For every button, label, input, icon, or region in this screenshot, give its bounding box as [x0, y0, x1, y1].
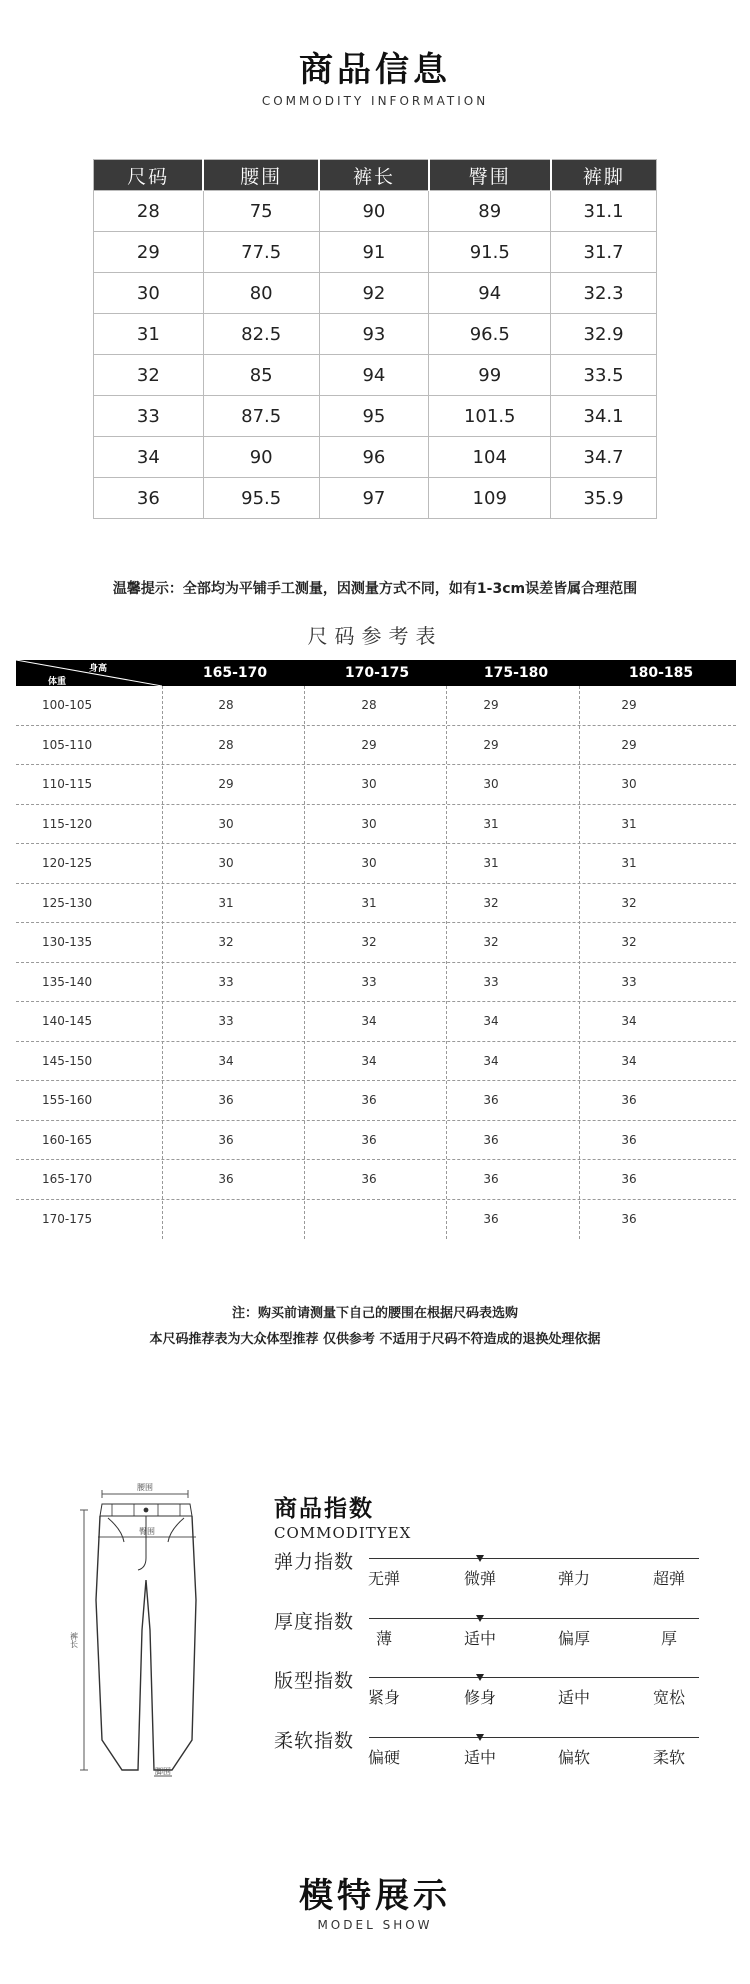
- table-row: [16, 1160, 736, 1200]
- table-cell: 36: [94, 478, 204, 519]
- recommended-size: 36: [361, 1132, 377, 1147]
- index-marker-icon: [476, 1555, 484, 1562]
- recommended-size: 33: [483, 974, 499, 989]
- recommended-size: 33: [218, 1014, 234, 1028]
- size-reference-title: 尺码参考表: [307, 624, 443, 648]
- weight-range: 145-150: [42, 1053, 93, 1068]
- column-header-height: 170-175: [344, 665, 410, 681]
- recommended-size: [197, 1200, 255, 1240]
- product-index-subtitle: COMMODITYEX: [274, 1524, 412, 1542]
- index-option: 厚: [660, 1629, 677, 1648]
- index-option: 偏软: [557, 1748, 590, 1767]
- purchase-notes: [0, 1301, 750, 1353]
- index-option: 微弹: [463, 1569, 496, 1588]
- index-scale-line: [369, 1558, 699, 1559]
- size-table-header-cell: 腰围: [203, 160, 319, 191]
- recommended-size: 30: [361, 816, 377, 831]
- index-option: 适中: [463, 1629, 496, 1648]
- table-cell: 34: [94, 437, 204, 478]
- note-line: 本尺码推荐表为大众体型推荐 仅供参考 不适用于尺码不符造成的退换处理依据: [149, 1332, 601, 1347]
- index-marker-icon: [476, 1674, 484, 1681]
- recommended-size: 34: [361, 1014, 377, 1028]
- recommended-size: 34: [361, 1053, 377, 1068]
- table-cell: 82.5: [203, 314, 319, 355]
- table-row: [16, 1121, 736, 1161]
- table-row: [16, 1200, 736, 1240]
- recommended-size: 30: [621, 777, 637, 791]
- recommended-size: 32: [483, 895, 499, 910]
- index-option: 超弹: [652, 1569, 685, 1588]
- weight-range: 100-105: [42, 698, 93, 712]
- weight-range: 135-140: [42, 974, 93, 989]
- table-cell: 95: [319, 396, 429, 437]
- recommended-size: 36: [621, 1093, 637, 1107]
- table-cell: 30: [94, 273, 204, 314]
- table-cell: 77.5: [203, 232, 319, 273]
- recommended-size: 34: [621, 1014, 637, 1028]
- index-option: 无弹: [367, 1569, 400, 1588]
- table-cell: 101.5: [429, 396, 551, 437]
- recommended-size: 28: [218, 698, 234, 712]
- recommended-size: 30: [218, 816, 234, 831]
- recommended-size: 34: [218, 1053, 234, 1068]
- table-cell: 32.3: [551, 273, 657, 314]
- table-cell: 96: [319, 437, 429, 478]
- index-scale-line: [369, 1618, 699, 1619]
- index-option: 薄: [375, 1629, 392, 1648]
- table-row: [16, 923, 736, 963]
- weight-range: 170-175: [42, 1211, 93, 1226]
- recommended-size: 29: [218, 777, 234, 791]
- diagram-label-hem: 脚围: [155, 1767, 171, 1776]
- section-subtitle-model-show: MODEL SHOW: [317, 1918, 433, 1932]
- column-header-height: 175-180: [483, 665, 549, 681]
- weight-range: 140-145: [42, 1014, 93, 1028]
- index-label: 柔软指数: [274, 1730, 355, 1752]
- recommended-size: 34: [483, 1014, 499, 1028]
- recommended-size: 32: [361, 935, 377, 949]
- index-option: 宽松: [652, 1688, 685, 1707]
- weight-range: 115-120: [42, 816, 93, 831]
- table-cell: 91.5: [429, 232, 551, 273]
- table-cell: 32.9: [551, 314, 657, 355]
- table-cell: 31.7: [551, 232, 657, 273]
- measurement-tip: 温馨提示：全部均为平铺手工测量，因测量方式不同，如有1-3cm误差皆属合理范围: [112, 581, 638, 597]
- table-cell: 87.5: [203, 396, 319, 437]
- recommended-size: 31: [483, 856, 499, 870]
- recommended-size: 28: [361, 698, 377, 712]
- section-title-model-show: 模特展示: [299, 1876, 451, 1916]
- corner-label-weight: 体重: [48, 677, 67, 687]
- pants-diagram: [68, 1480, 238, 1780]
- table-cell: 95.5: [203, 478, 319, 519]
- diagram-label-hip: 臀围: [139, 1527, 155, 1536]
- recommended-size: 36: [621, 1211, 637, 1226]
- size-table-header-cell: 裤脚: [551, 160, 657, 191]
- index-option: 柔软: [652, 1748, 685, 1767]
- recommended-size: 36: [621, 1172, 637, 1186]
- recommended-size: 32: [483, 935, 499, 949]
- note-line: 注：购买前请测量下自己的腰围在根据尺码表选购: [231, 1306, 518, 1321]
- table-cell: 32: [94, 355, 204, 396]
- index-row: [274, 1547, 704, 1587]
- size-table-header-cell: 臀围: [429, 160, 551, 191]
- index-marker-icon: [476, 1734, 484, 1741]
- index-scale-line: [369, 1677, 699, 1678]
- recommended-size: 36: [218, 1172, 234, 1186]
- table-cell: 109: [429, 478, 551, 519]
- table-cell: 93: [319, 314, 429, 355]
- index-option: 适中: [557, 1688, 590, 1707]
- table-cell: 35.9: [551, 478, 657, 519]
- table-cell: 97: [319, 478, 429, 519]
- index-option: 紧身: [367, 1688, 400, 1707]
- recommended-size: 36: [483, 1211, 499, 1226]
- table-row: [16, 686, 736, 726]
- table-cell: 90: [203, 437, 319, 478]
- recommended-size: 36: [218, 1093, 234, 1107]
- table-cell: 92: [319, 273, 429, 314]
- recommended-size: 31: [361, 895, 377, 910]
- size-table: [93, 159, 657, 519]
- size-table-header-cell: 尺码: [94, 160, 204, 191]
- table-cell: 91: [319, 232, 429, 273]
- recommended-size: 32: [621, 935, 637, 949]
- weight-range: 155-160: [42, 1093, 93, 1107]
- weight-range: 105-110: [42, 737, 93, 752]
- index-label: 厚度指数: [274, 1611, 355, 1633]
- recommended-size: 34: [621, 1053, 637, 1068]
- recommended-size: 33: [621, 974, 637, 989]
- recommended-size: 28: [218, 737, 234, 752]
- table-cell: 94: [319, 355, 429, 396]
- diagram-label-length: 裤长: [69, 1632, 79, 1648]
- reference-table-header: [16, 660, 736, 686]
- table-row: [94, 232, 657, 273]
- table-cell: 33.5: [551, 355, 657, 396]
- table-cell: 85: [203, 355, 319, 396]
- table-row: [16, 765, 736, 805]
- weight-range: 165-170: [42, 1172, 93, 1186]
- table-cell: 31: [94, 314, 204, 355]
- recommended-size: 31: [621, 816, 637, 831]
- recommended-size: 29: [483, 698, 499, 712]
- section-subtitle-commodity-info: COMMODITY INFORMATION: [261, 94, 489, 108]
- product-index-title: 商品指数: [274, 1496, 374, 1522]
- recommended-size: 29: [483, 737, 499, 752]
- table-cell: 28: [94, 191, 204, 232]
- recommended-size: 36: [483, 1093, 499, 1107]
- recommended-size: [340, 1200, 398, 1240]
- table-row: [94, 396, 657, 437]
- size-table-header-cell: 裤长: [319, 160, 429, 191]
- recommended-size: 32: [621, 895, 637, 910]
- table-cell: 94: [429, 273, 551, 314]
- recommended-size: 36: [621, 1132, 637, 1147]
- index-marker-icon: [476, 1615, 484, 1622]
- recommended-size: 29: [361, 737, 377, 752]
- recommended-size: 31: [218, 895, 234, 910]
- recommended-size: 31: [621, 856, 637, 870]
- index-label: 版型指数: [274, 1670, 355, 1692]
- recommended-size: 36: [361, 1093, 377, 1107]
- index-label: 弹力指数: [274, 1551, 355, 1573]
- index-row: [274, 1726, 704, 1766]
- table-row: [16, 1002, 736, 1042]
- recommended-size: 32: [218, 935, 234, 949]
- table-row: [94, 437, 657, 478]
- table-cell: 96.5: [429, 314, 551, 355]
- size-table-header: [94, 160, 657, 191]
- weight-range: 130-135: [42, 935, 93, 949]
- recommended-size: 36: [483, 1172, 499, 1186]
- recommended-size: 36: [483, 1132, 499, 1147]
- reference-table-body: [16, 686, 736, 1239]
- diagram-label-waist: 腰围: [137, 1483, 153, 1492]
- recommended-size: 33: [361, 974, 377, 989]
- recommended-size: 30: [361, 777, 377, 791]
- table-cell: 75: [203, 191, 319, 232]
- table-cell: 89: [429, 191, 551, 232]
- weight-range: 160-165: [42, 1132, 93, 1147]
- table-row: [16, 963, 736, 1003]
- table-cell: 90: [319, 191, 429, 232]
- table-cell: 31.1: [551, 191, 657, 232]
- table-cell: 34.7: [551, 437, 657, 478]
- index-option: 偏硬: [367, 1748, 400, 1767]
- index-option: 修身: [463, 1688, 496, 1707]
- table-row: [94, 191, 657, 232]
- column-header-height: 180-185: [628, 665, 694, 681]
- weight-range: 110-115: [42, 777, 93, 791]
- recommended-size: 30: [218, 856, 234, 870]
- index-row: [274, 1607, 704, 1647]
- table-row: [16, 884, 736, 924]
- table-cell: 29: [94, 232, 204, 273]
- table-row: [94, 314, 657, 355]
- table-cell: 104: [429, 437, 551, 478]
- corner-label-height: 身高: [89, 664, 108, 674]
- table-row: [94, 355, 657, 396]
- table-row: [16, 726, 736, 766]
- section-title-commodity-info: 商品信息: [299, 50, 451, 90]
- table-row: [16, 844, 736, 884]
- recommended-size: 30: [361, 856, 377, 870]
- table-row: [16, 805, 736, 845]
- index-option: 弹力: [557, 1569, 590, 1588]
- table-row: [16, 1081, 736, 1121]
- recommended-size: 36: [218, 1132, 234, 1147]
- index-option: 适中: [463, 1748, 496, 1767]
- table-cell: 99: [429, 355, 551, 396]
- weight-range: 120-125: [42, 856, 93, 870]
- table-cell: 34.1: [551, 396, 657, 437]
- table-row: [94, 478, 657, 519]
- index-row: [274, 1666, 704, 1706]
- table-row: [94, 273, 657, 314]
- weight-range: 125-130: [42, 895, 93, 910]
- recommended-size: 34: [483, 1053, 499, 1068]
- table-cell: 33: [94, 396, 204, 437]
- column-header-height: 165-170: [202, 665, 268, 681]
- recommended-size: 30: [483, 777, 499, 791]
- table-row: [16, 1042, 736, 1082]
- recommended-size: 33: [218, 974, 234, 989]
- recommended-size: 36: [361, 1172, 377, 1186]
- recommended-size: 29: [621, 737, 637, 752]
- recommended-size: 29: [621, 698, 637, 712]
- recommended-size: 31: [483, 816, 499, 831]
- index-option: 偏厚: [557, 1629, 590, 1648]
- table-cell: 80: [203, 273, 319, 314]
- index-scale-line: [369, 1737, 699, 1738]
